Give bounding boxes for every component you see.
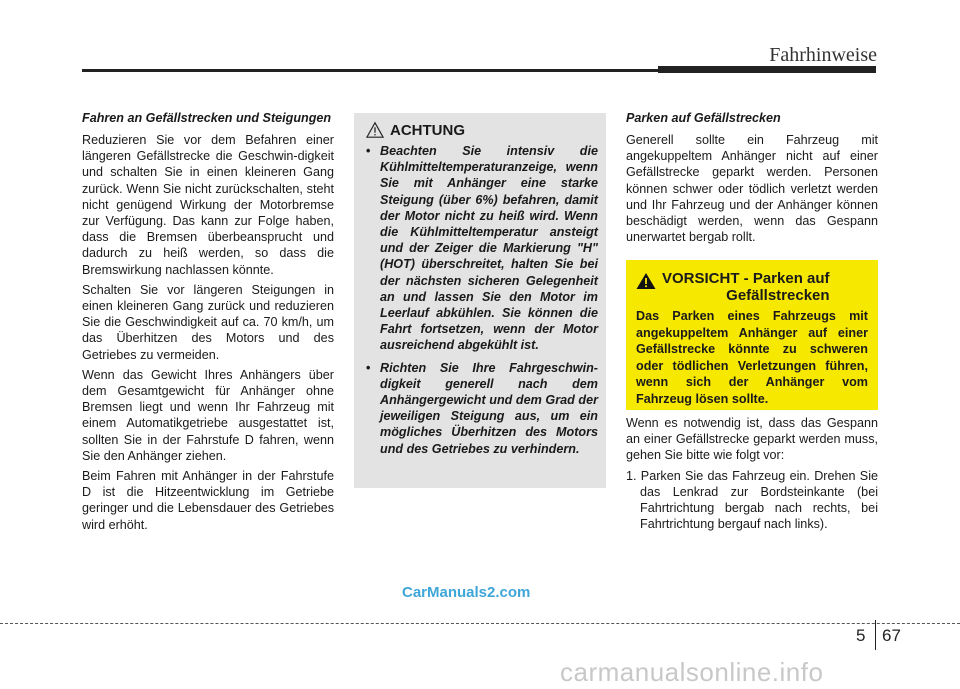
left-paragraph-1: Reduzieren Sie vor dem Befahren einer längeren Gefällstrecke die Geschwin-digkeit und schalten Sie in einen kleineren Gang zurück. Wenn Sie nicht zurückschalten, steht nicht genügend Wirkung der Motorbremse zur Verfügung. Das kann zur Folge haben, dass die Bremsen überbeansprucht und dadurch zu heiß werden, so dass die Bremswirkung nachlassen könnte. <box>82 133 334 277</box>
warning-triangle-icon <box>366 121 384 139</box>
page-number-divider <box>875 620 876 650</box>
caution-box <box>354 113 606 488</box>
right-intro: Generell sollte ein Fahrzeug mit angekuppeltem Anhänger nicht auf einer Gefällstrecke geparkt werden. Personen können schwer oder tödlich verletzt werden und Ihr Fahrzeug und der Anhänger können beschädigt werden, wenn das Gespann unerwartet bergab rollt. <box>626 133 878 245</box>
step-1: 1. Parken Sie das Fahrzeug ein. Drehen Sie das Lenkrad zur Bordsteinkante (bei Fahrtrichtung bergab nach rechts, bei Fahrtrichtung bergauf nach links). <box>626 468 878 532</box>
notice-title <box>662 270 830 304</box>
notice-title-line-1: VORSICHT - Parken auf <box>662 270 830 287</box>
notice-box <box>626 260 878 410</box>
left-section-heading: Fahren an Gefällstrecken und Steigungen <box>82 111 332 125</box>
right-section-heading: Parken auf Gefällstrecken <box>626 111 781 125</box>
right-after-notice <box>626 415 878 536</box>
header-rule-thick <box>658 66 876 73</box>
watermark-link[interactable]: CarManuals2.com <box>402 584 531 601</box>
footer-rule <box>0 623 960 624</box>
left-paragraph-4: Beim Fahren mit Anhänger in der Fahrstufe D ist die Hitzeentwicklung im Getriebe geringer und die Lebensdauer des Getriebes wird erhöht. <box>82 469 334 532</box>
section-title: Fahrhinweise <box>769 44 877 66</box>
caution-title: ACHTUNG <box>390 121 465 139</box>
warning-triangle-icon <box>636 272 656 290</box>
caution-item-1: • Beachten Sie intensiv die Kühlmitteltemperaturanzeige, wenn Sie mit Anhänger eine starke Steigung (über 6%) befahren, damit der Motor nicht zu heiß wird. Wenn die Kühlmitteltemperatur ansteigt und der Zeiger die Markierung "H" (HOT) überschreitet, halten Sie bei der nächsten sicheren Gelegenheit an und lassen Sie den Motor im Leerlauf abkühlen. Sie können die Fahrt fortsetzen, wenn der Motor ausreichend abgekühlt ist. <box>366 143 598 354</box>
chapter-number: 5 <box>856 626 866 645</box>
notice-text: Das Parken eines Fahrzeugs mit angekuppeltem Anhänger auf einer Gefällstrecke könnte zu schweren oder tödlichen Verletzungen führen, wenn sich der Anhänger vom Fahrzeug lösen sollte. <box>636 309 868 406</box>
caution-header <box>366 121 598 139</box>
right-after-paragraph: Wenn es notwendig ist, dass das Gespann an einer Gefällstrecke geparkt werden muss, gehen Sie bitte wie folgt vor: <box>626 416 878 463</box>
header-rule <box>82 69 658 72</box>
left-paragraph-2: Schalten Sie vor längeren Steigungen in einen kleineren Gang zurück und reduzieren Sie die Geschwindigkeit auf ca. 70 km/h, um das Überhitzen des Motors und des Getriebes zu vermeiden. <box>82 282 334 362</box>
watermark-footer: carmanualsonline.info <box>560 657 824 687</box>
notice-title-line-2: Gefällstrecken <box>726 287 830 304</box>
left-column <box>82 111 334 537</box>
page-number: 67 <box>882 626 901 645</box>
caution-item-2: • Richten Sie Ihre Fahrgeschwin-digkeit generell nach dem Anhängergewicht und dem Grad der jeweiligen Steigung aus, um ein mögliches Überhitzen des Motors und des Getriebes zu verhindern. <box>366 360 598 457</box>
caution-list <box>366 143 598 457</box>
left-paragraph-3: Wenn das Gewicht Ihres Anhängers über dem Gesamtgewicht für Anhänger ohne Bremsen liegt und wenn Ihr Fahrzeug mit einem Automatikgetriebe ausgestattet ist, sollten Sie in der Fahrstufe D fahren, wenn Sie den Anhänger ziehen. <box>82 367 334 463</box>
notice-header <box>636 270 868 304</box>
